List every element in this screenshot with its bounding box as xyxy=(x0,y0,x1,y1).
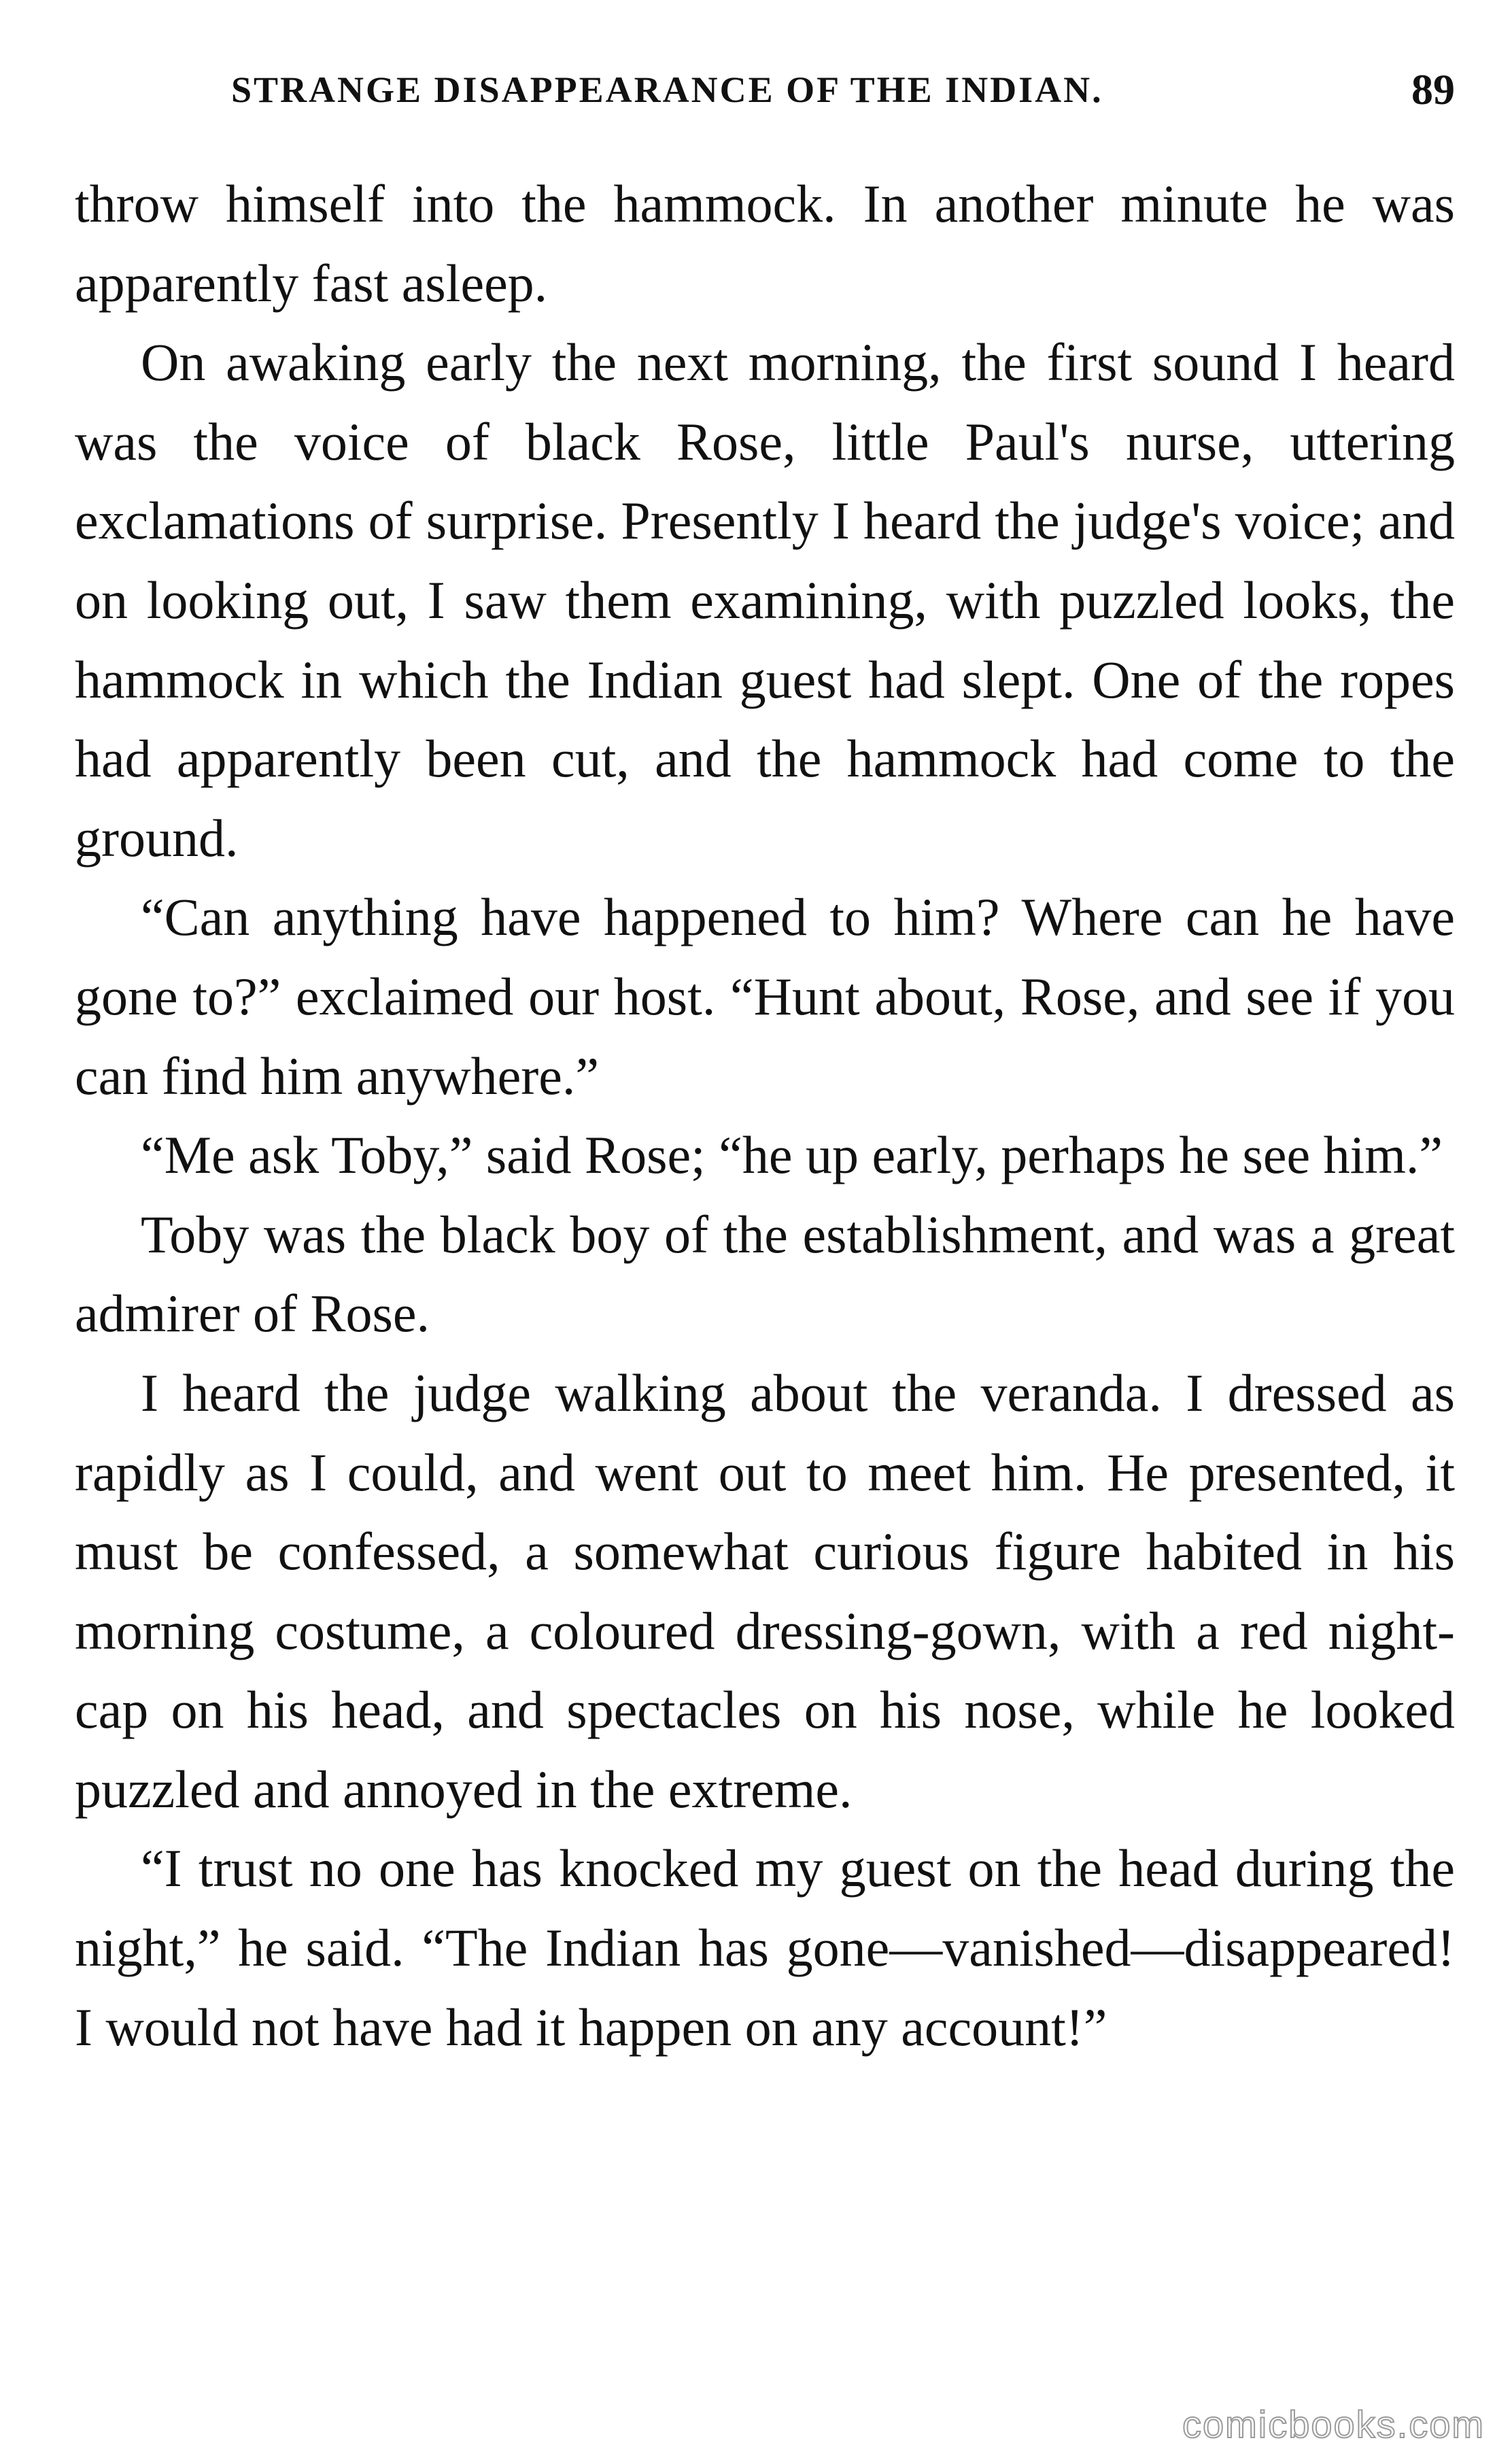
paragraph: Toby was the black boy of the establishment, and was a great admirer of Rose. xyxy=(75,1204,1455,1344)
paragraph: “Me ask Toby,” said Rose; “he up early, perhaps he see him.” xyxy=(141,1125,1443,1185)
paragraph: “Can anything have happened to him? Where can he have gone to?” exclaimed our host. “Hunt about, Rose, and see if you can find him anywhere.” xyxy=(75,887,1455,1106)
page-number: 89 xyxy=(1411,65,1455,114)
watermark: comicbooks.com xyxy=(1182,2403,1485,2446)
paragraph: I heard the judge walking about the veranda. I dressed as rapidly as I could, and went out to meet him. He presented, it must be confessed, a somewhat curious figure habited in his morning costume, a coloured dressing-gown, with a red night-cap on his head, and spectacles on his nose, while he looked puzzled and annoyed in the extreme. xyxy=(75,1363,1455,1819)
body-text xyxy=(75,165,1455,2067)
paragraph: On awaking early the next morning, the first sound I heard was the voice of black Rose, little Paul's nurse, uttering exclamations of surprise. Presently I heard the judge's voice; and on looking out, I saw them examining, with puzzled looks, the hammock in which the Indian guest had slept. One of the ropes had apparently been cut, and the hammock had come to the ground. xyxy=(75,332,1455,868)
paragraph-continuation: throw himself into the hammock. In another minute he was apparently fast asleep. xyxy=(75,174,1455,313)
running-title: STRANGE DISAPPEARANCE OF THE INDIAN. xyxy=(231,69,1103,110)
running-header xyxy=(231,56,1455,124)
paragraph: “I trust no one has knocked my guest on the head during the night,” he said. “The Indian has gone—vanished—disappeared! I would not have had it happen on any account!” xyxy=(75,1838,1455,2057)
